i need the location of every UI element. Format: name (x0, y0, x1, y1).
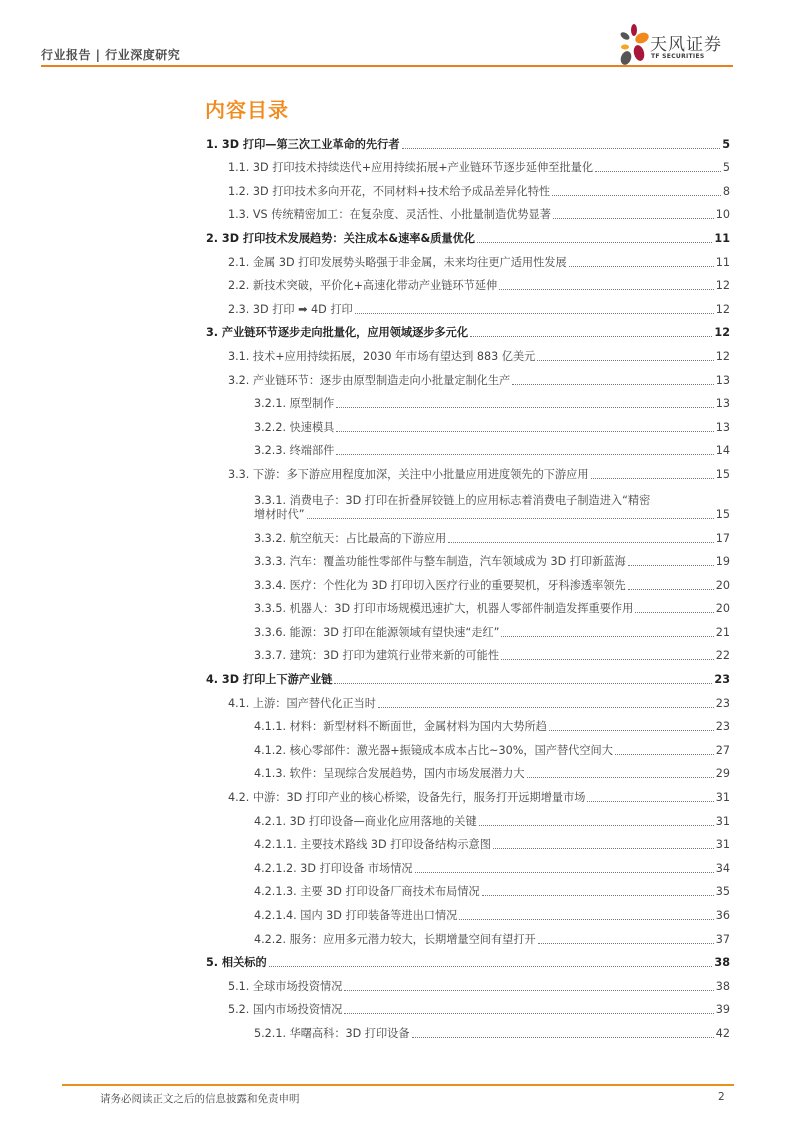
toc-entry-page: 5 (722, 137, 730, 151)
toc-entry-page: 13 (715, 397, 730, 411)
toc-entry-label: 4.2. 中游：3D 打印产业的核心桥梁，设备先行，服务打开远期增量市场 (206, 791, 586, 805)
toc-entry-label: 5.1. 全球市场投资情况 (206, 980, 343, 994)
toc-entry-label: 4.1. 上游：国产替代化正当时 (206, 697, 377, 711)
toc-entry-label: 4.1.1. 材料：新型材料不断面世，金属材料为国内大势所趋 (206, 720, 548, 734)
toc-entry-label: 4. 3D 打印上下游产业链 (206, 673, 333, 687)
toc-entry-label: 4.2.2. 服务：应用多元潜力较大，长期增量空间有望打开 (206, 933, 537, 947)
toc-entry-page: 8 (722, 184, 730, 198)
toc-entry-page: 13 (715, 373, 730, 387)
toc-entry-page: 5 (722, 161, 730, 175)
toc-entry-page: 35 (715, 885, 730, 899)
dot-leader (553, 217, 714, 219)
toc-entry-label: 4.1.2. 核心零部件：激光器+振镜成本成本占比~30%，国产替代空间大 (206, 744, 614, 758)
toc-entry-page: 11 (714, 231, 730, 245)
logo-subtitle: TF SECURITIES (651, 53, 705, 60)
toc-entry-page: 13 (715, 420, 730, 434)
toc-entry[interactable] (206, 293, 730, 317)
toc-entry[interactable] (206, 711, 730, 735)
toc-entry-page: 10 (715, 208, 730, 222)
dot-leader (527, 776, 714, 778)
toc-entry-label: 1.1. 3D 打印技术持续迭代+应用持续拓展+产业链环节逐步延伸至批量化 (206, 161, 594, 175)
toc-entry-page: 42 (715, 1026, 730, 1040)
toc-entry[interactable] (206, 593, 730, 617)
toc-entry[interactable] (206, 270, 730, 294)
dot-leader (355, 312, 714, 314)
dot-leader (307, 517, 714, 519)
toc-entry-label: 3.3.7. 建筑：3D 打印为建筑行业带来新的可能性 (206, 649, 500, 663)
toc-entry[interactable] (206, 994, 730, 1018)
toc-entry-label: 3.2.3. 终端部件 (206, 444, 335, 458)
toc-entry-page: 23 (715, 720, 730, 734)
toc-entry-label: 3.3.5. 机器人：3D 打印市场规模迅速扩大，机器人零部件制造发挥重要作用 (206, 602, 634, 616)
dot-leader (470, 335, 712, 337)
footer-divider (62, 1084, 734, 1086)
toc-entry[interactable] (206, 388, 730, 412)
toc-entry[interactable] (206, 175, 730, 199)
toc-title: 内容目录 (205, 98, 289, 122)
toc-entry[interactable] (206, 805, 730, 829)
toc-entry-label: 3.2.1. 原型制作 (206, 397, 335, 411)
dot-leader (415, 871, 714, 873)
dot-leader (591, 477, 714, 479)
toc-entry[interactable] (206, 222, 730, 246)
dot-leader (459, 918, 713, 920)
toc-entry-label: 1.2. 3D 打印技术多向开花，不同材料+技术给予成品差异化特性 (206, 185, 551, 199)
toc-entry-label: 2. 3D 打印技术发展趋势：关注成本&速率&质量优化 (206, 231, 475, 245)
dot-leader (587, 800, 713, 802)
toc-entry-page: 31 (715, 814, 730, 828)
toc-entry[interactable] (206, 199, 730, 223)
dot-leader (501, 658, 714, 660)
toc-entry[interactable] (206, 546, 730, 570)
toc-entry[interactable] (206, 128, 730, 152)
footer-disclaimer[interactable]: 请务必阅读正文之后的信息披露和免责申明 (100, 1093, 300, 1105)
toc-entry[interactable] (206, 829, 730, 853)
toc-entry-label: 3.3.3. 汽车：覆盖功能性零部件与整车制造，汽车领域成为 3D 打印新蓝海 (206, 555, 627, 569)
toc-entry[interactable] (206, 458, 730, 482)
toc-entry-label: 3.3. 下游：多下游应用程度加深，关注中小批量应用进度领先的下游应用 (206, 468, 590, 482)
toc-entry-page: 27 (715, 743, 730, 757)
logo-name: 天风证券 (650, 35, 722, 55)
dot-leader (412, 1036, 714, 1038)
toc-entry-label: 1.3. VS 传统精密加工：在复杂度、灵活性、小批量制造优势显著 (206, 208, 552, 222)
toc-entry[interactable] (206, 663, 730, 687)
toc-entry-page: 23 (714, 673, 730, 687)
toc-entry-label: 3.3.6. 能源：3D 打印在能源领域有望快速“走红” (206, 626, 500, 640)
toc-entry-label: 5.2. 国内市场投资情况 (206, 1003, 343, 1017)
toc-entry-page: 15 (715, 507, 730, 521)
dot-leader (549, 729, 714, 731)
toc-entry-label: 3. 产业链环节逐步走向批量化，应用领域逐步多元化 (206, 326, 469, 340)
toc-entry-page: 12 (714, 326, 730, 340)
petal-logo-icon (620, 24, 650, 70)
dot-leader (552, 194, 721, 196)
toc-entry-page: 34 (715, 861, 730, 875)
toc-entry-page: 29 (715, 767, 730, 781)
toc-entry[interactable] (206, 411, 730, 435)
toc-entry[interactable] (206, 246, 730, 270)
dot-leader (628, 564, 714, 566)
dot-leader (615, 753, 714, 755)
dot-leader (493, 847, 714, 849)
dot-leader (595, 170, 721, 172)
toc-entry-label: 1. 3D 打印—第三次工业革命的先行者 (206, 137, 400, 151)
dot-leader (482, 894, 714, 896)
toc-entry-page: 12 (715, 302, 730, 316)
toc-entry-page: 11 (715, 255, 730, 269)
toc-entry[interactable] (206, 1017, 730, 1041)
toc-entry[interactable] (206, 569, 730, 593)
toc-entry-page: 12 (715, 279, 730, 293)
dot-leader (269, 965, 713, 967)
toc-entry-page: 17 (715, 531, 730, 545)
dot-leader (344, 1012, 713, 1014)
dot-leader (499, 288, 714, 290)
toc-entry[interactable] (206, 876, 730, 900)
toc-entry[interactable] (206, 482, 730, 522)
header-category: 行业报告 | 行业深度研究 (41, 48, 181, 62)
toc-entry-label: 4.2.1.2. 3D 打印设备 市场情况 (206, 862, 414, 876)
toc-entry[interactable] (206, 640, 730, 664)
toc-entry-label: 4.1.3. 软件：呈现综合发展趋势，国内市场发展潜力大 (206, 767, 526, 781)
dot-leader (538, 942, 714, 944)
toc-entry-label-cont: 增材时代” (206, 508, 306, 522)
toc-entry-page: 31 (715, 791, 730, 805)
dot-leader (402, 147, 721, 149)
table-of-contents (206, 128, 730, 1041)
dot-leader (537, 359, 713, 361)
dot-leader (336, 430, 713, 432)
toc-entry-label: 3.3.4. 医疗：个性化为 3D 打印切入医疗行业的重要契机，牙科渗透率领先 (206, 579, 627, 593)
toc-entry-page: 19 (715, 555, 730, 569)
toc-entry-page: 22 (715, 649, 730, 663)
toc-entry-label: 3.2. 产业链环节：逐步由原型制造走向小批量定制化生产 (206, 374, 511, 388)
dot-leader (448, 541, 714, 543)
dot-leader (628, 588, 714, 590)
toc-entry-page: 39 (715, 1003, 730, 1017)
dot-leader (336, 453, 713, 455)
toc-entry[interactable] (206, 364, 730, 388)
toc-entry-page: 38 (714, 956, 730, 970)
toc-entry[interactable] (206, 734, 730, 758)
toc-entry-label: 5.2.1. 华曙高科：3D 打印设备 (206, 1027, 411, 1041)
toc-entry[interactable] (206, 899, 730, 923)
toc-entry[interactable] (206, 687, 730, 711)
toc-entry-page: 20 (715, 602, 730, 616)
toc-entry-label: 3.2.2. 快速模具 (206, 421, 335, 435)
toc-entry[interactable] (206, 616, 730, 640)
dot-leader (477, 241, 712, 243)
toc-entry[interactable] (206, 970, 730, 994)
toc-entry-label: 2.1. 金属 3D 打印发展势头略强于非金属，未来均往更广适用性发展 (206, 256, 568, 270)
toc-entry-label: 4.2.1.1. 主要技术路线 3D 打印设备结构示意图 (206, 838, 492, 852)
toc-entry-page: 14 (715, 444, 730, 458)
toc-entry[interactable] (206, 435, 730, 459)
dot-leader (336, 406, 713, 408)
toc-entry-page: 12 (715, 349, 730, 363)
dot-leader (501, 635, 713, 637)
toc-entry-page: 15 (715, 467, 730, 481)
toc-entry[interactable] (206, 852, 730, 876)
toc-entry-page: 36 (715, 909, 730, 922)
dot-leader (569, 265, 714, 267)
toc-entry-label: 3.3.2. 航空航天：占比最高的下游应用 (206, 532, 447, 546)
dot-leader (344, 989, 713, 991)
company-logo (620, 24, 740, 68)
toc-entry-label: 4.2.1.4. 国内 3D 打印装备等进出口情况 (206, 909, 458, 923)
toc-entry-page: 23 (715, 696, 730, 710)
toc-entry[interactable] (206, 340, 730, 364)
dot-leader (378, 706, 714, 708)
toc-entry-label: 4.2.1.3. 主要 3D 打印设备厂商技术布局情况 (206, 885, 481, 899)
dot-leader (635, 611, 713, 613)
toc-entry[interactable] (206, 758, 730, 782)
toc-entry[interactable] (206, 317, 730, 341)
toc-entry-label: 2.2. 新技术突破，平价化+高速化带动产业链环节延伸 (206, 279, 498, 293)
toc-entry-page: 20 (715, 578, 730, 592)
toc-entry[interactable] (206, 522, 730, 546)
toc-entry[interactable] (206, 781, 730, 805)
page-number: 2 (718, 1091, 725, 1103)
dot-leader (512, 383, 714, 385)
toc-entry[interactable] (206, 947, 730, 971)
toc-entry[interactable] (206, 923, 730, 947)
toc-entry-page: 21 (715, 625, 730, 639)
toc-entry-page: 37 (715, 932, 730, 946)
dot-leader (334, 682, 712, 684)
toc-entry-label: 3.1. 技术+应用持续拓展，2030 年市场有望达到 883 亿美元 (206, 350, 536, 364)
toc-entry[interactable] (206, 152, 730, 176)
dot-leader (479, 824, 714, 826)
toc-entry-label: 5. 相关标的 (206, 956, 267, 970)
toc-entry-page: 31 (715, 838, 730, 852)
toc-entry-label: 2.3. 3D 打印 ➡ 4D 打印 (206, 303, 354, 317)
toc-entry-label: 3.3.1. 消费电子：3D 打印在折叠屏铰链上的应用标志着消费电子制造进入“精密 (254, 493, 651, 507)
toc-entry-label: 4.2.1. 3D 打印设备—商业化应用落地的关键 (206, 815, 478, 829)
toc-entry-page: 38 (715, 979, 730, 993)
